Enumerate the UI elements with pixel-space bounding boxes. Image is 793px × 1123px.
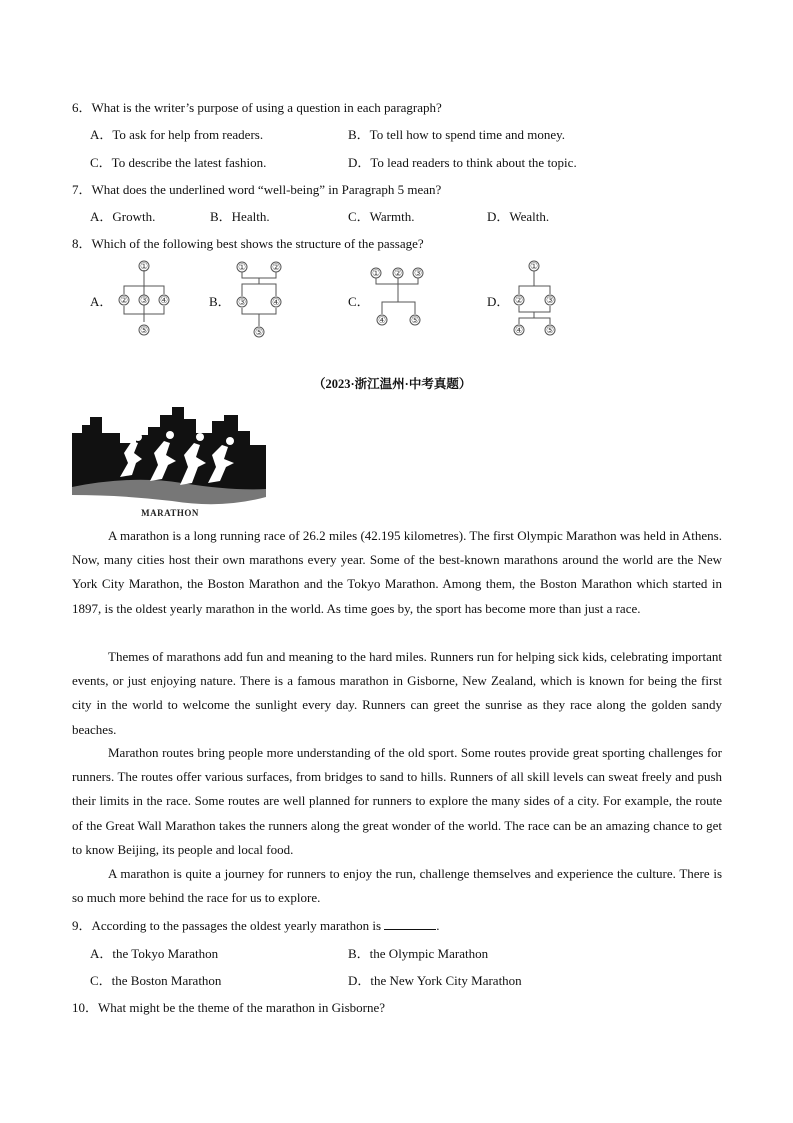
- diagram-c-node-3: ③: [413, 268, 423, 278]
- structure-diagram-d: [508, 258, 560, 344]
- question-7-option-b[interactable]: B．Health.: [210, 209, 270, 224]
- diagram-b-node-2: ②: [271, 262, 281, 272]
- structure-diagram-a: [112, 258, 176, 344]
- passage-paragraph-4: A marathon is quite a journey for runners to enjoy the run, challenge themselves and experience the culture. There is so much more behind the race for us to explore.: [72, 866, 722, 906]
- question-9-option-b[interactable]: B．the Olympic Marathon: [348, 946, 489, 961]
- diagram-d-node-1: ①: [529, 261, 539, 271]
- answer-blank[interactable]: [384, 917, 436, 930]
- city-skyline-icon: [72, 407, 266, 493]
- diagram-a-node-5: ⑤: [139, 325, 149, 335]
- source-tag: （2023·浙江温州·中考真题）: [313, 377, 472, 391]
- question-9-option-d[interactable]: D．the New York City Marathon: [348, 973, 522, 988]
- diagram-b-node-5: ⑤: [254, 327, 264, 337]
- structure-diagram-b: [230, 258, 290, 346]
- diagram-a-node-2: ②: [119, 295, 129, 305]
- question-10-stem: 10．What might be the theme of the marathon in Gisborne?: [72, 1000, 385, 1015]
- question-6-option-b[interactable]: B．To tell how to spend time and money.: [348, 127, 566, 142]
- diagram-a-node-4: ④: [159, 295, 169, 305]
- diagram-d-node-3: ③: [545, 295, 555, 305]
- diagram-c-node-1: ①: [371, 268, 381, 278]
- question-6-stem: 6．What is the writer’s purpose of using a question in each paragraph?: [72, 100, 442, 115]
- diagram-d-node-5: ⑤: [545, 325, 555, 335]
- marathon-image: [72, 405, 268, 523]
- question-8-option-c-label[interactable]: C．: [348, 294, 370, 309]
- question-9-option-a[interactable]: A．the Tokyo Marathon: [90, 946, 219, 961]
- question-8-option-b-label[interactable]: B．: [209, 294, 231, 309]
- passage-paragraph-1: A marathon is a long running race of 26.2 miles (42.195 kilometres). The first Olympic Marathon was held in Athens. Now, many cities host their own marathons every year. Some of the best-known marathons around the world are the New York City Marathon, the Boston Marathon and the Tokyo Marathon. Among them, the Boston Marathon which started in 1897, is the oldest yearly marathon in the world. As time goes by, the sport has become more than just a race.: [72, 528, 722, 616]
- diagram-d-node-4: ④: [514, 325, 524, 335]
- diagram-a-node-3: ③: [139, 295, 149, 305]
- question-7-option-c[interactable]: C．Warmth.: [348, 209, 415, 224]
- question-6-option-d[interactable]: D．To lead readers to think about the topic.: [348, 155, 577, 170]
- diagram-c-node-5: ⑤: [410, 315, 420, 325]
- diagram-c-node-4: ④: [377, 315, 387, 325]
- question-7-option-d[interactable]: D．Wealth.: [487, 209, 550, 224]
- question-8-option-a-label[interactable]: A．: [90, 294, 113, 309]
- diagram-d-node-2: ②: [514, 295, 524, 305]
- question-9-stem: 9．According to the passages the oldest yearly marathon is .: [72, 918, 440, 933]
- question-7-option-a[interactable]: A．Growth.: [90, 209, 156, 224]
- diagram-c-node-2: ②: [393, 268, 403, 278]
- question-7-stem: 7．What does the underlined word “well-being” in Paragraph 5 mean?: [72, 182, 442, 197]
- structure-diagram-c: [368, 264, 432, 334]
- passage-paragraph-3: Marathon routes bring people more understanding of the old sport. Some routes provide great sporting challenges for runners. The routes offer various surfaces, from bridges to sand to hills. Runners of all skill levels can sweat freely and push their limits in the race. Some routes are well planned for runners to explore the many sides of a city. For example, the route of the Great Wall Marathon takes the runners along the great wonder of the world. The race can be an amazing chance to get to know Beijing, its people and local food.: [72, 745, 722, 857]
- question-6-option-c[interactable]: C．To describe the latest fashion.: [90, 155, 267, 170]
- question-8-option-d-label[interactable]: D．: [487, 294, 510, 309]
- question-6-option-a[interactable]: A．To ask for help from readers.: [90, 127, 264, 142]
- diagram-a-node-1: ①: [139, 261, 149, 271]
- question-8-stem: 8．Which of the following best shows the structure of the passage?: [72, 236, 424, 251]
- passage-paragraph-2: Themes of marathons add fun and meaning to the hard miles. Runners run for helping sick kids, celebrating important events, or just enjoying nature. There is a famous marathon in Gisborne, New Zealand, which is known for being the first city in the world to welcome the sunlight every day. Runners can greet the sunrise as they race along the golden sandy beaches.: [72, 649, 722, 737]
- diagram-b-node-3: ③: [237, 297, 247, 307]
- question-9-option-c[interactable]: C．the Boston Marathon: [90, 973, 222, 988]
- marathon-caption: MARATHON: [141, 508, 199, 518]
- diagram-b-node-1: ①: [237, 262, 247, 272]
- diagram-b-node-4: ④: [271, 297, 281, 307]
